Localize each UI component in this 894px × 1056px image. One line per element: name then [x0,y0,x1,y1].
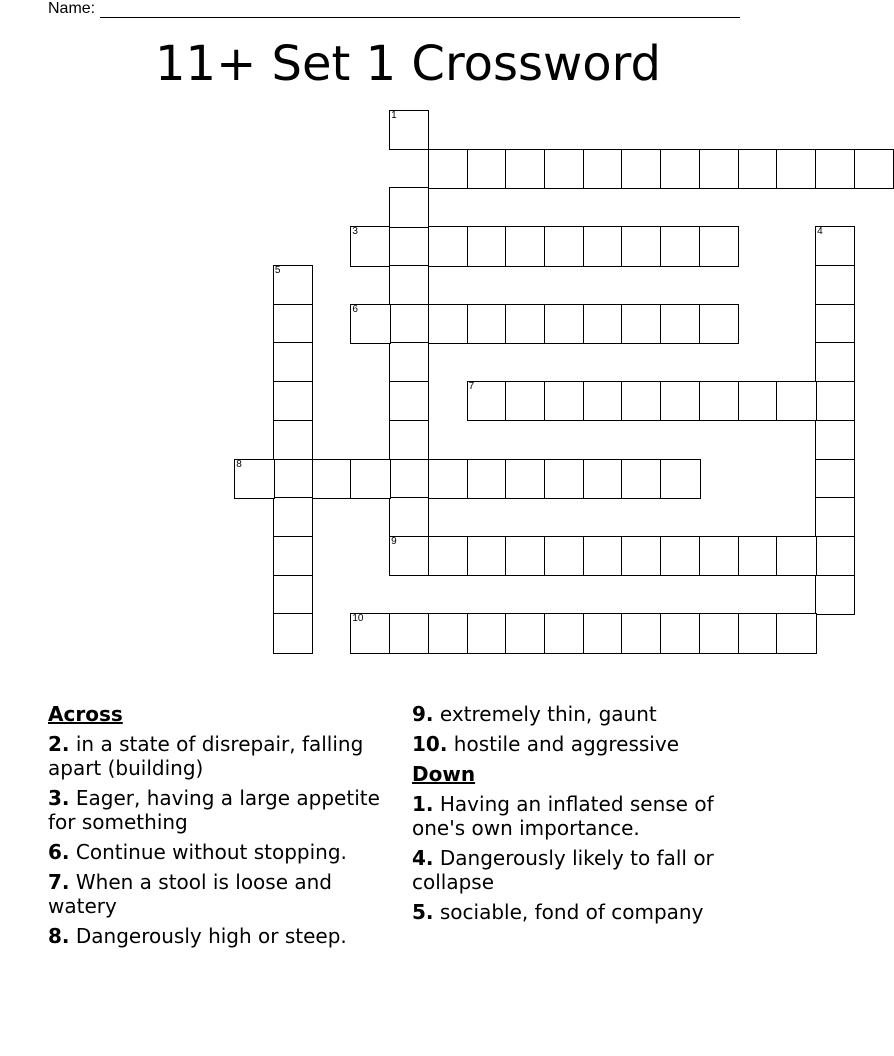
grid-cell[interactable] [505,149,545,189]
grid-cell[interactable] [389,420,429,460]
grid-cell[interactable] [699,381,739,421]
grid-cell[interactable] [467,613,507,653]
grid-cell[interactable] [660,381,700,421]
clue-down-4 [412,846,762,894]
grid-cell[interactable] [350,459,390,499]
cell-number: 3 [352,226,358,238]
grid-cell[interactable] [428,304,468,344]
grid-cell[interactable] [738,536,778,576]
grid-cell[interactable] [389,110,429,150]
cell-number: 5 [274,264,281,276]
grid-cell[interactable] [738,149,778,189]
grid-cell[interactable] [660,304,700,344]
grid-cell[interactable] [350,226,390,266]
clue-number: 8. [48,924,70,948]
grid-cell[interactable] [583,536,623,576]
clue-text: Dangerously high or steep. [75,924,347,948]
grid-cell[interactable] [815,381,855,421]
clue-number: 7. [48,870,70,894]
grid-cell[interactable] [234,459,274,499]
grid-cell[interactable] [428,459,468,499]
grid-cell[interactable] [621,459,661,499]
clue-text: Dangerously likely to fall or collapse [412,846,714,894]
grid-cell[interactable] [505,613,545,653]
grid-cell[interactable] [273,381,313,421]
grid-cell[interactable] [815,497,855,537]
clue-number: 4. [412,846,434,870]
grid-cell[interactable] [389,187,429,227]
grid-cell[interactable] [815,226,855,266]
grid-cell[interactable] [699,536,739,576]
cell-number: 10 [352,613,364,625]
grid-cell[interactable] [699,304,739,344]
grid-cell[interactable] [389,459,429,499]
grid-cell[interactable] [505,381,545,421]
grid-cell[interactable] [273,536,313,576]
clues-column-left [48,702,388,954]
clue-down-5 [412,900,762,924]
grid-cell[interactable] [621,149,661,189]
clue-across-3 [48,786,388,834]
clue-across-9 [412,702,762,726]
clue-text: hostile and aggressive [453,732,680,756]
grid-cell[interactable] [312,459,352,499]
grid-cell[interactable] [815,459,855,499]
clue-across-6 [48,840,388,864]
grid-cell[interactable] [389,265,429,305]
clue-across-10 [412,732,762,756]
clue-text: When a stool is loose and watery [48,870,332,918]
grid-cell[interactable] [854,149,894,189]
grid-cell[interactable] [389,304,429,344]
grid-cell[interactable] [544,226,584,266]
clue-text: Eager, having a large appetite for something [48,786,380,834]
clue-number: 6. [48,840,70,864]
grid-cell[interactable] [273,497,313,537]
cell-number: 6 [352,303,358,315]
clue-number: 1. [412,792,434,816]
grid-cell[interactable] [776,149,816,189]
grid-cell[interactable] [428,226,468,266]
grid-cell[interactable] [738,381,778,421]
cell-number: 4 [817,226,823,238]
clue-across-2 [48,732,388,780]
grid-cell[interactable] [583,149,623,189]
grid-cell[interactable] [815,575,855,615]
grid-cell[interactable] [389,342,429,382]
clue-number: 2. [48,732,70,756]
grid-cell[interactable] [505,304,545,344]
grid-cell[interactable] [699,226,739,266]
grid-cell[interactable] [776,613,816,653]
grid-cell[interactable] [583,304,623,344]
grid-cell[interactable] [273,342,313,382]
grid-cell[interactable] [583,459,623,499]
grid-cell[interactable] [467,536,507,576]
grid-cell[interactable] [350,304,390,344]
clues-column-right [412,702,762,930]
clue-text: sociable, fond of company [439,900,704,924]
grid-cell[interactable] [544,536,584,576]
grid-cell[interactable] [815,342,855,382]
grid-cell[interactable] [660,226,700,266]
clue-text: Having an inflated sense of one's own importance. [412,792,714,840]
grid-cell[interactable] [699,613,739,653]
grid-cell[interactable] [467,381,507,421]
grid-cell[interactable] [273,420,313,460]
grid-cell[interactable] [389,497,429,537]
grid-cell[interactable] [738,613,778,653]
grid-cell[interactable] [660,613,700,653]
grid-cell[interactable] [273,613,313,653]
clue-down-1 [412,792,762,840]
grid-cell[interactable] [660,149,700,189]
grid-cell[interactable] [273,265,313,305]
name-label: Name: [48,0,96,17]
grid-cell[interactable] [467,304,507,344]
grid-cell[interactable] [428,536,468,576]
grid-cell[interactable] [389,381,429,421]
grid-cell[interactable] [389,536,429,576]
grid-cell[interactable] [660,459,700,499]
grid-cell[interactable] [505,226,545,266]
clue-across-8 [48,924,388,948]
grid-cell[interactable] [660,536,700,576]
grid-cell[interactable] [467,459,507,499]
grid-cell[interactable] [621,226,661,266]
grid-cell[interactable] [544,613,584,653]
grid-cell[interactable] [583,226,623,266]
grid-cell[interactable] [350,613,390,653]
grid-cell[interactable] [583,613,623,653]
cell-number: 1 [391,110,397,121]
grid-cell[interactable] [621,536,661,576]
grid-cell[interactable] [815,265,855,305]
grid-cell[interactable] [776,381,816,421]
grid-cell[interactable] [621,381,661,421]
grid-cell[interactable] [505,459,545,499]
grid-cell[interactable] [815,536,855,576]
cell-number: 9 [391,536,397,548]
grid-cell[interactable] [389,226,429,266]
clue-across-7 [48,870,388,918]
grid-cell[interactable] [428,149,468,189]
down-heading: Down [412,762,476,786]
clue-text: in a state of disrepair, falling apart (building) [48,732,364,780]
grid-cell[interactable] [467,149,507,189]
grid-cell[interactable] [815,304,855,344]
clue-text: Continue without stopping. [75,840,347,864]
cell-number: 7 [468,381,475,393]
grid-cell[interactable] [815,149,855,189]
grid-cell[interactable] [815,420,855,460]
grid-cell[interactable] [621,613,661,653]
grid-cell[interactable] [467,226,507,266]
grid-cell[interactable] [389,613,429,653]
cell-number: 8 [236,458,242,470]
grid-cell[interactable] [699,149,739,189]
grid-cell[interactable] [544,381,584,421]
grid-cell[interactable] [776,536,816,576]
clue-number: 10. [412,732,448,756]
grid-cell[interactable] [621,304,661,344]
grid-cell[interactable] [428,613,468,653]
grid-cell[interactable] [544,149,584,189]
grid-cell[interactable] [583,381,623,421]
clue-number: 3. [48,786,70,810]
grid-cell[interactable] [273,459,313,499]
grid-cell[interactable] [273,575,313,615]
grid-cell[interactable] [544,459,584,499]
grid-cell[interactable] [505,536,545,576]
clue-number: 9. [412,702,434,726]
across-heading: Across [48,702,123,726]
clue-number: 5. [412,900,434,924]
clue-text: extremely thin, gaunt [439,702,657,726]
grid-cell[interactable] [544,304,584,344]
grid-cell[interactable] [273,304,313,344]
page-title: 11+ Set 1 Crossword [155,36,661,92]
